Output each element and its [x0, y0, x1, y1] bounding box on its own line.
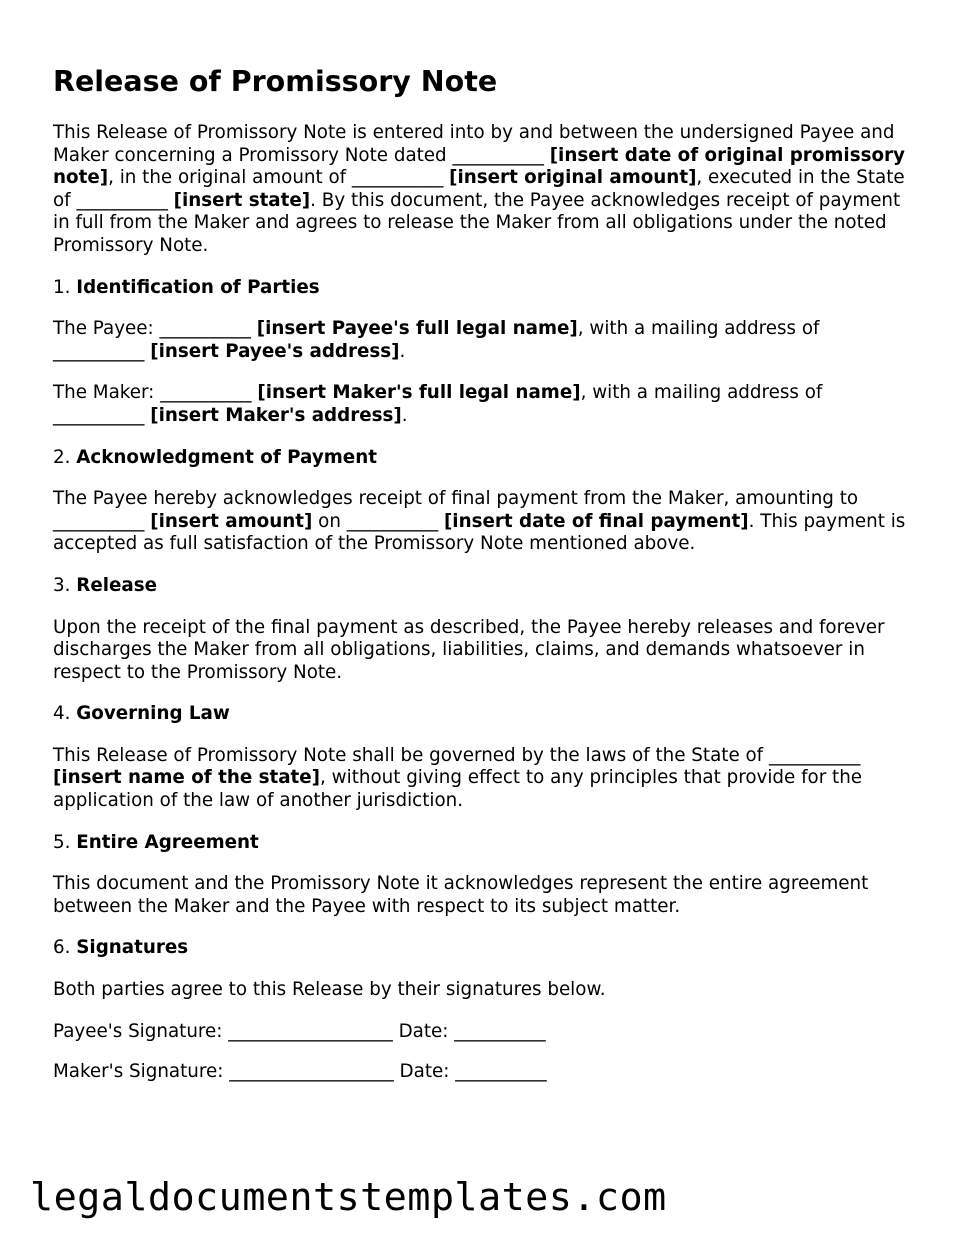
blank-line: __________: [53, 510, 145, 532]
intro-text: . By this document, the Payee acknowledges receipt of payment in full from the Maker and agrees to release the Maker from all obligations under the noted Promissory Note.: [53, 189, 901, 256]
section-heading-acknowledgment: 2. Acknowledgment of Payment: [53, 446, 377, 468]
blank-line: __________: [452, 144, 544, 166]
maker-paragraph: The Maker: __________ [insert Maker's full legal name], with a mailing address of __________ [insert Maker's address].: [53, 382, 823, 426]
release-paragraph: Upon the receipt of the final payment as described, the Payee hereby releases and forever discharges the Maker from all obligations, liabilities, claims, and demands whatsoever in respect to the Promissory Note.: [53, 616, 885, 683]
document-title: Release of Promissory Note: [53, 65, 498, 98]
blank-line: __________: [160, 382, 252, 404]
section-heading-signatures: 6. Signatures: [53, 937, 189, 959]
blank-line: __________: [159, 318, 251, 340]
blank-line: __________: [346, 510, 439, 532]
acknowledgment-paragraph: The Payee hereby acknowledges receipt of final payment from the Maker, amounting to __________ [insert amount] on __________ [insert date of final payment]. This payment is accepted as full satisfaction of the Promissory Note mentioned above.: [53, 488, 906, 555]
blank-line: __________: [768, 744, 861, 766]
placeholder: [insert amount]: [150, 510, 313, 532]
blank-line: __________: [53, 404, 145, 426]
placeholder: [insert Maker's address]: [150, 404, 402, 426]
signatures-paragraph: Both parties agree to this Release by their signatures below.: [53, 979, 606, 1001]
intro-text: , executed in the State of: [53, 167, 905, 211]
entire-agreement-paragraph: This document and the Promissory Note it acknowledges represent the entire agreement between the Maker and the Payee with respect to its subject matter.: [53, 873, 869, 917]
placeholder: [insert Payee's full legal name]: [256, 318, 578, 340]
placeholder: [insert original amount]: [449, 167, 697, 189]
placeholder: [insert Payee's address]: [150, 340, 400, 362]
payee-paragraph: The Payee: __________ [insert Payee's full legal name], with a mailing address of __________ [insert Payee's address].: [53, 318, 820, 362]
placeholder: [insert date of final payment]: [443, 510, 749, 532]
blank-line: __________: [53, 340, 145, 362]
placeholder: [insert state]: [173, 189, 311, 211]
section-heading-release: 3. Release: [53, 574, 158, 596]
placeholder: [insert Maker's full legal name]: [257, 382, 581, 404]
maker-signature-line: Maker's Signature: __________________ Date: __________: [53, 1061, 547, 1083]
governing-law-paragraph: This Release of Promissory Note shall be governed by the laws of the State of __________ [insert name of the state], without giving effect to any principles that provide for the application of the law of another jurisdiction.: [53, 744, 863, 812]
intro-text: , in the original amount of: [108, 167, 352, 189]
intro-paragraph: [53, 122, 913, 258]
placeholder: [insert name of the state]: [53, 767, 321, 789]
section-heading-identification: 1. Identification of Parties: [53, 276, 320, 298]
section-heading-governing-law: 4. Governing Law: [53, 703, 230, 725]
intro-text: This Release of Promissory Note is entered into by and between the undersigned Payee and Maker concerning a Promissory Note dated: [53, 122, 895, 166]
section-heading-entire-agreement: 5. Entire Agreement: [53, 831, 259, 853]
watermark-footer: legaldocumentstemplates.com: [30, 1175, 667, 1220]
document-page: [53, 64, 913, 1102]
blank-line: __________: [76, 189, 168, 211]
placeholder: [insert date of original promissory note]: [53, 144, 905, 189]
payee-signature-line: Payee's Signature: __________________ Date: __________: [53, 1020, 546, 1042]
blank-line: __________: [351, 167, 444, 189]
